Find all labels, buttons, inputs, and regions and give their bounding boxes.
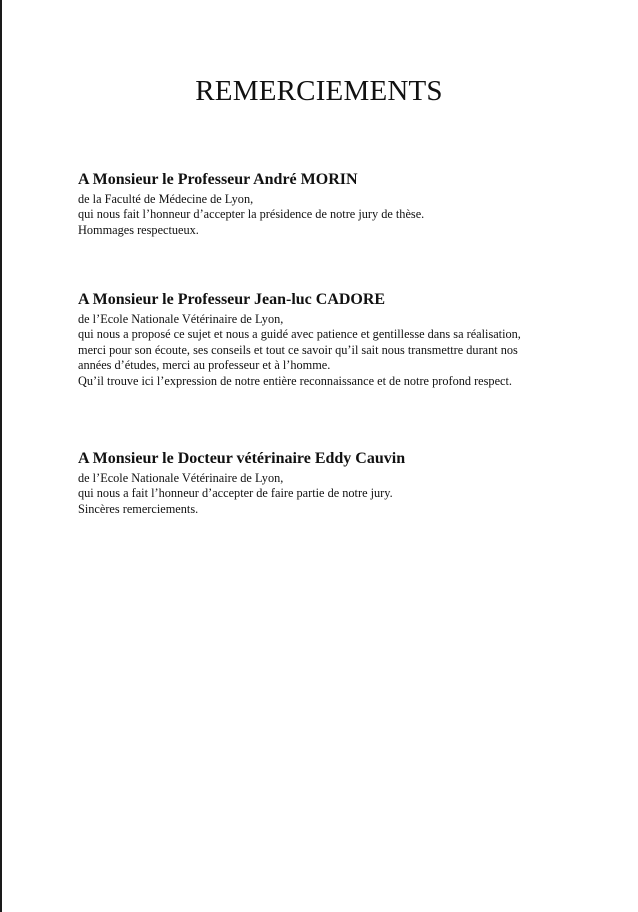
section-heading: A Monsieur le Professeur André MORIN [78,171,358,188]
section-line: Sincères remerciements. [78,501,199,516]
section-line: de la Faculté de Médecine de Lyon, [78,192,254,206]
section-line: de l’Ecole Nationale Vétérinaire de Lyon, [78,471,284,485]
section-line: Hommages respectueux. [78,222,199,237]
section-line: Qu’il trouve ici l’expression de notre entière reconnaissance et de notre profond respect. [78,373,512,388]
section-line: merci pour son écoute, ses conseils et tout ce savoir qu’il sait nous transmettre durant nos [78,342,518,357]
scan-edge-line [0,0,2,912]
section-line: années d’études, merci au professeur et à l’homme. [78,358,331,373]
acknowledgement-cauvin [78,449,598,517]
section-line: qui nous a fait l’honneur d’accepter de faire partie de notre jury. [78,486,393,501]
page-title: REMERCIEMENTS [195,75,443,107]
acknowledgement-morin [78,170,598,238]
section-heading: A Monsieur le Docteur vétérinaire Eddy Cauvin [78,450,406,467]
section-heading: A Monsieur le Professeur Jean-luc CADORE [78,291,386,308]
section-line: qui nous fait l’honneur d’accepter la présidence de notre jury de thèse. [78,207,425,222]
acknowledgement-cadore [78,290,598,389]
section-line: de l’Ecole Nationale Vétérinaire de Lyon, [78,312,284,326]
section-line: qui nous a proposé ce sujet et nous a guidé avec patience et gentillesse dans sa réalisation, [78,327,521,342]
